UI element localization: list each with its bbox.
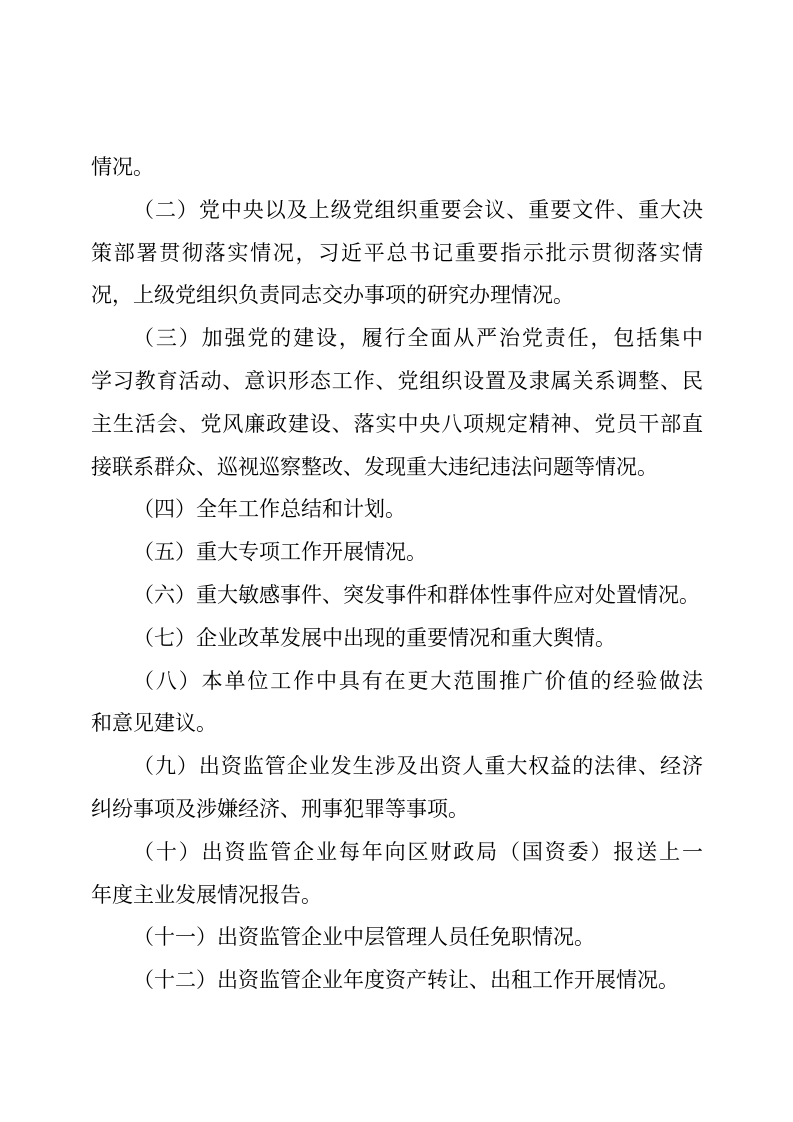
text-line: 况，上级党组织负责同志交办事项的研究办理情况。 [91,284,574,308]
text-line: （十）出资监管企业每年向区财政局（国资委）报送上一 [133,840,703,864]
text-line: 纠纷事项及涉嫌经济、刑事犯罪等事项。 [91,797,469,821]
text-line: 接联系群众、巡视巡察整改、发现重大违纪违法问题等情况。 [91,455,658,479]
paragraph-item-9 [91,746,703,832]
text-line: （九）出资监管企业发生涉及出资人重大权益的法律、经济 [133,755,703,779]
text-line: 和意见建议。 [91,712,217,736]
text-line: 年度主业发展情况报告。 [91,883,322,907]
text-line: （八）本单位工作中具有在更大范围推广价值的经验做法 [133,669,703,693]
text-line: （三）加强党的建设，履行全面从严治党责任，包括集中 [133,327,703,351]
paragraph-item-12 [91,960,703,1003]
text-line: 主生活会、党风廉政建设、落实中央八项规定精神、党员干部直 [91,412,703,436]
text-line: （十一）出资监管企业中层管理人员任免职情况。 [133,926,595,950]
paragraph-item-10 [91,832,703,918]
text-line: （七）企业改革发展中出现的重要情况和重大舆情。 [133,626,616,650]
paragraph-item-11 [91,917,703,960]
paragraph-item-4 [91,489,703,532]
text-line: （十二）出资监管企业年度资产转让、出租工作开展情况。 [133,969,679,993]
text-line: （五）重大专项工作开展情况。 [133,541,427,565]
document-text-block [91,147,703,1003]
text-line: 学习教育活动、意识形态工作、党组织设置及隶属关系调整、民 [91,369,703,393]
paragraph-item-5 [91,532,703,575]
paragraph-item-8 [91,661,703,747]
paragraph-item-6 [91,575,703,618]
paragraph-item-3 [91,318,703,489]
text-line: （四）全年工作总结和计划。 [133,498,406,522]
text-line: 策部署贯彻落实情况，习近平总书记重要指示批示贯彻落实情 [91,241,703,265]
paragraph-item-7 [91,618,703,661]
text-line: 情况。 [91,156,154,179]
text-line: （六）重大敏感事件、突发事件和群体性事件应对处置情况。 [133,583,700,607]
text-line: （二）党中央以及上级党组织重要会议、重要文件、重大决 [133,198,703,222]
paragraph-item-2 [91,190,703,318]
paragraph-continuation-from-previous-page [91,147,703,190]
